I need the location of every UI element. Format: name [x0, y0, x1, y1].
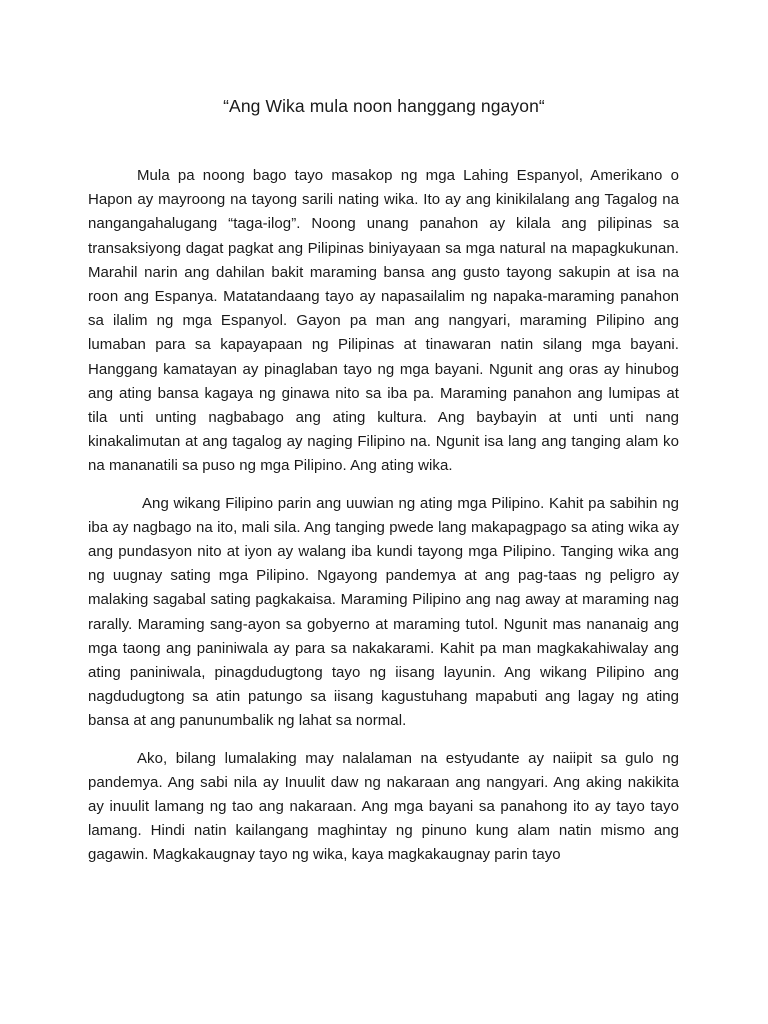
document-title: “Ang Wika mula noon hanggang ngayon“	[223, 96, 545, 116]
paragraph-1: Mula pa noong bago tayo masakop ng mga Lahing Espanyol, Amerikano o Hapon ay mayroong na tayong sarili nating wika. Ito ay ang kinikilalang ang Tagalog na nangangahalugang “taga-ilog”. Noong unang panahon ay kilala ang pilipinas sa transaksiyong dagat pagkat ang Pilipinas biniyayaan sa mga natural na mapagkukunan. Marahil narin ang dahilan bakit maraming bansa ang gusto tayong sakupin at isa na roon ang Espanya. Matatandaang tayo ay napasailalim ng napaka-maraming panahon sa ilalim ng mga Espanyol. Gayon pa man ang nangyari, maraming Pilipino ang lumaban para sa kapayapaan ng Pilipinas at tinawaran natin silang mga bayani. Hanggang kamatayan ay pinaglaban tayo ng mga bayani. Ngunit ang oras ay hinubog ang ating bansa kagaya ng ginawa nito sa iba pa. Maraming panahon ang lumipas at tila unti unting nagbabago ang ating kultura. Ang baybayin at unti unti nang kinakalimutan at ang tagalog ay naging Filipino na. Ngunit isa lang ang tanging alam ko na mananatili sa puso ng mga Pilipino. Ang ating wika.	[88, 167, 679, 475]
paragraph-3: Ako, bilang lumalaking may nalalaman na estyudante ay naiipit sa gulo ng pandemya. Ang sabi nila ay Inuulit daw ng nakaraan ang nangyari. Ang aking nakikita ay inuulit lamang ng tao ang nakaraan. Ang mga bayani sa panahong ito ay tayo tayo lamang. Hindi natin kailangang maghintay ng pinuno kung alam natin mismo ang gagawin. Magkakaugnay tayo ng wika, kaya magkakaugnay parin tayo	[88, 749, 679, 864]
document-body	[88, 164, 679, 881]
paragraph-2: Ang wikang Filipino parin ang uuwian ng ating mga Pilipino. Kahit pa sabihin ng iba ay nagbago na ito, mali sila. Ang tanging pwede lang makapagpago sa ating wika ay ang pundasyon nito at iyon ay walang iba kundi tayong mga Pilipino. Tanging wika ang ng uugnay sating mga Pilipino. Ngayong pandemya at ang pag-taas ng peligro ay malaking sagabal sating pagkakaisa. Maraming Pilipino ang nag away at maraming nag rarally. Maraming sang-ayon sa gobyerno at maraming tutol. Ngunit mas nananaig ang mga taong ang paniniwala ay para sa nakakarami. Kahit pa man magkakahiwalay ang ating paniniwala, pinagdudugtong tayo ng iisang layunin. Ang wikang Pilipino ang nagdudugtong sa atin patungo sa iisang kagustuhang mapabuti ang lagay ng ating bansa at ang panunumbalik ng lahat sa normal.	[88, 494, 679, 730]
